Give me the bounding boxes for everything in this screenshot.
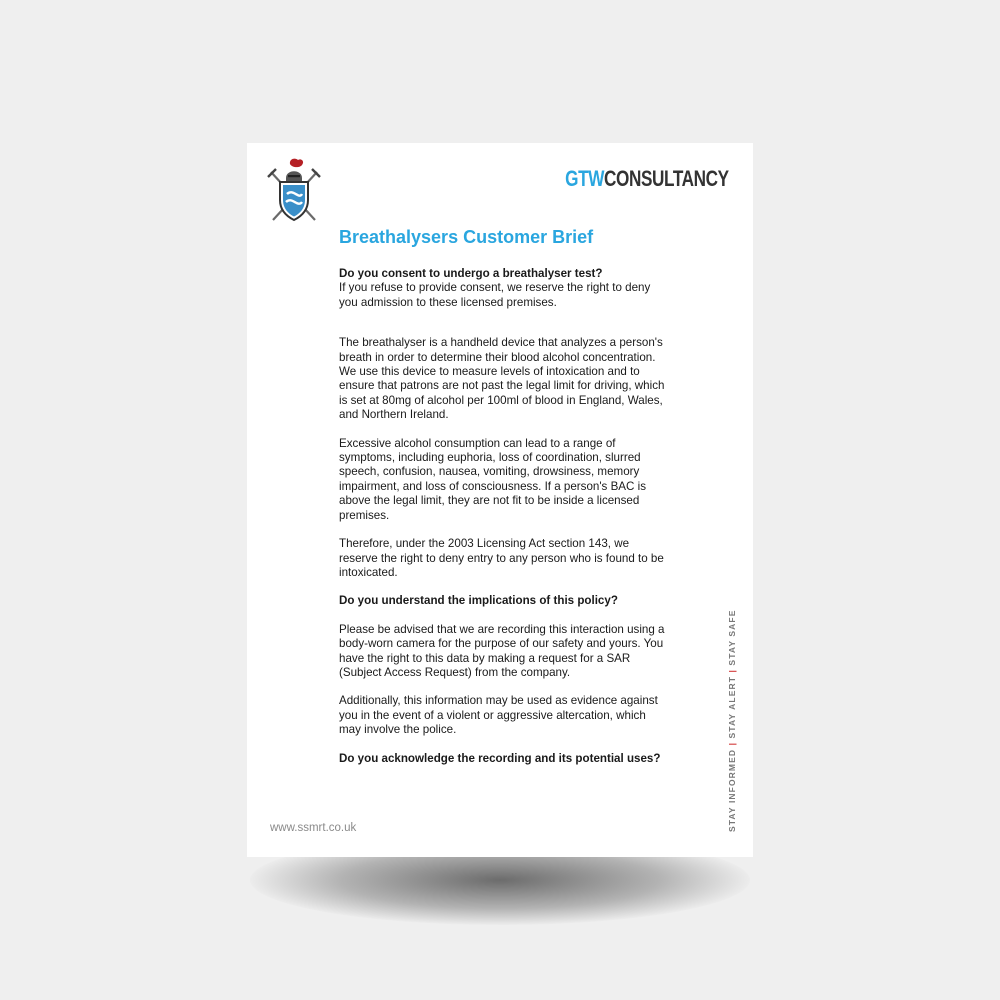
paragraph-evidence: Additionally, this information may be used as evidence against you in the event of a violent or aggressive altercation, which may involve the police. xyxy=(339,694,658,737)
document-page xyxy=(247,143,753,857)
crest-logo xyxy=(267,158,321,224)
question-implications: Do you understand the implications of this policy? xyxy=(339,594,618,608)
document-title: Breathalysers Customer Brief xyxy=(339,227,594,247)
tagline-vertical: STAY INFORMED | STAY ALERT | STAY SAFE xyxy=(727,609,737,832)
question-consent: Do you consent to undergo a breathalyser test? xyxy=(339,267,603,280)
paragraph-licensing-act: Therefore, under the 2003 Licensing Act section 143, we reserve the right to deny entry to any person who is found to be intoxicated. xyxy=(339,537,664,579)
paragraph-recording: Please be advised that we are recording this interaction using a body-worn camera for the purpose of our safety and yours. You have the right to this data by making a request for a SAR (Subject Access Request) from the company. xyxy=(339,622,665,679)
document-body xyxy=(339,267,669,766)
paragraph-device: The breathalyser is a handheld device that analyzes a person's breath in order to determine their blood alcohol concentration. We use this device to measure levels of intoxication and to ensure that patrons are not past the legal limit for driving, which is set at 80mg of alcohol per 100ml of blood in England, Wales, and Northern Ireland. xyxy=(339,336,665,422)
question-acknowledge: Do you acknowledge the recording and its potential uses? xyxy=(339,751,661,765)
paragraph-symptoms: Excessive alcohol consumption can lead to a range of symptoms, including euphoria, loss of coordination, slurred speech, confusion, nausea, vomiting, drowsiness, memory impairment, and loss of consciousness. If a person's BAC is above the legal limit, they are not fit to be inside a licensed premises. xyxy=(339,436,647,522)
brand-logo: GTWCONSULTANCY xyxy=(565,166,729,191)
paragraph-refusal: If you refuse to provide consent, we reserve the right to deny you admission to these licensed premises. xyxy=(339,281,651,309)
footer-url: www.ssmrt.co.uk xyxy=(270,822,357,834)
